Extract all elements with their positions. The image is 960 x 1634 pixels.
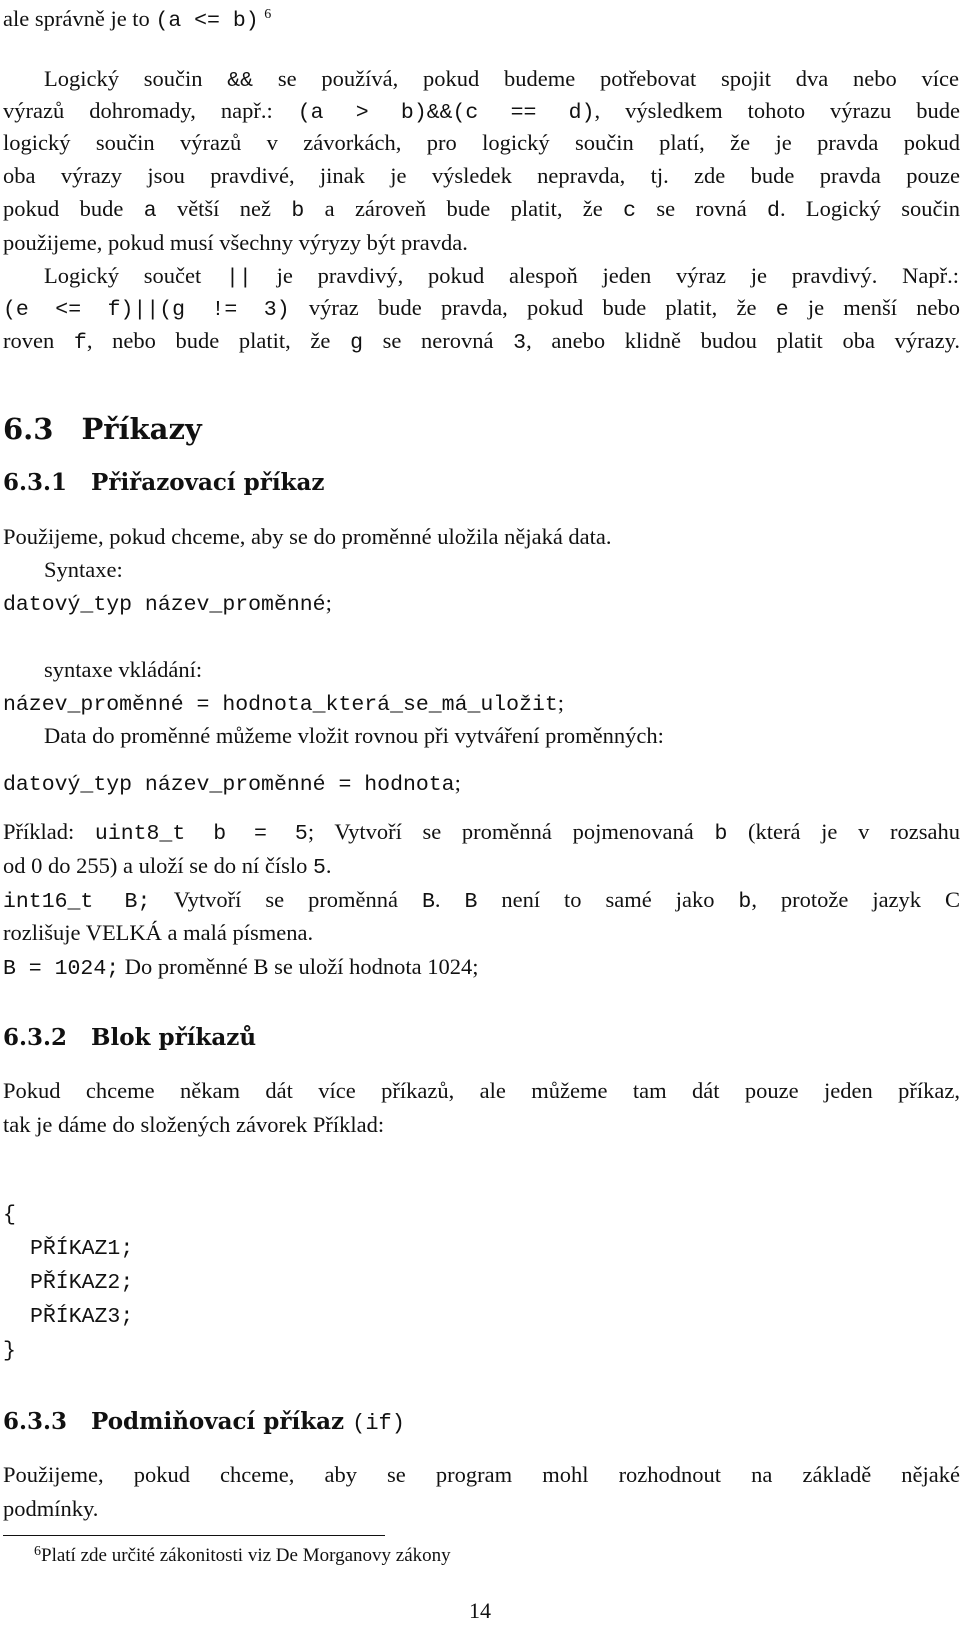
paragraph-line: Příklad: uint8_t b = 5; Vytvoří se proměnná pojmenovaná b (která je v rozsahu bbox=[3, 819, 960, 846]
code-line: název_proměnné = hodnota_která_se_má_uložit; bbox=[3, 690, 565, 717]
paragraph-line: Data do proměnné můžeme vložit rovnou při vytváření proměnných: bbox=[44, 723, 664, 748]
section-title: Příkazy bbox=[81, 412, 202, 446]
paragraph-line: tak je dáme do složených závorek Příklad: bbox=[3, 1112, 385, 1137]
syntax-label: Syntaxe: bbox=[44, 557, 123, 582]
paragraph-line: Logický součin && se používá, pokud budeme potřebovat spojit dva nebo více bbox=[44, 66, 959, 93]
text: ale správně je to bbox=[3, 6, 156, 31]
paragraph-line: Pokud chceme někam dát více příkazů, ale můžeme tam dát pouze jeden příkaz, bbox=[3, 1078, 960, 1103]
code-line: PŘÍKAZ2; bbox=[30, 1271, 134, 1295]
paragraph-line: od 0 do 255) a uloží se do ní číslo 5. bbox=[3, 853, 332, 880]
code-line: { bbox=[3, 1203, 16, 1227]
paragraph-line: Použijeme, pokud chceme, aby se do proměnné uložila nějaká data. bbox=[3, 524, 612, 549]
paragraph-line: rozlišuje VELKÁ a malá písmena. bbox=[3, 920, 314, 945]
code-line: PŘÍKAZ3; bbox=[30, 1305, 134, 1329]
paragraph-line: roven f, nebo bude platit, že g se nerovná 3, anebo klidně budou platit oba výrazy. bbox=[3, 328, 960, 355]
code-line: PŘÍKAZ1; bbox=[30, 1237, 134, 1261]
paragraph-line: pokud bude a větší než b a zároveň bude platit, že c se rovná d. Logický součin bbox=[3, 196, 960, 223]
text-line bbox=[3, 4, 271, 36]
footnote-rule bbox=[3, 1535, 385, 1536]
code-line: datový_typ název_proměnné; bbox=[3, 590, 332, 617]
syntax-label: syntaxe vkládání: bbox=[44, 657, 203, 682]
paragraph-line: B = 1024; Do proměnné B se uloží hodnota 1024; bbox=[3, 954, 479, 981]
footnote: $^6$Platí zde určité zákonitosti viz De Morganovy zákony bbox=[34, 1544, 451, 1566]
subsection-heading: 6.3.2 Blok příkazů bbox=[3, 1024, 257, 1051]
paragraph-line: podmínky. bbox=[3, 1496, 99, 1521]
code-inline: (a <= b) bbox=[155, 9, 259, 33]
paragraph-line: int16_t B; Vytvoří se proměnná B. B není to samé jako b, protože jazyk C bbox=[3, 887, 960, 914]
subsection-heading: 6.3.1 Přiřazovací příkaz bbox=[3, 469, 325, 496]
paragraph-line: použijeme, pokud musí všechny výryzy být pravda. bbox=[3, 230, 468, 255]
paragraph-line: Použijeme, pokud chceme, aby se program mohl rozhodnout na základě nějaké bbox=[3, 1462, 960, 1487]
subsection-heading: 6.3.3 Podmiňovací příkaz (if) bbox=[3, 1408, 405, 1436]
page-number: 14 bbox=[469, 1598, 491, 1623]
footnote-reference[interactable]: 6 bbox=[264, 7, 272, 22]
code-line: } bbox=[3, 1339, 16, 1363]
paragraph-line: oba výrazy jsou pravdivé, jinak je výsledek nepravda, tj. zde bude pravda pouze bbox=[3, 163, 960, 188]
code-line: datový_typ název_proměnné = hodnota; bbox=[3, 770, 461, 797]
section-number: 6.3 bbox=[3, 412, 54, 446]
paragraph-line: Logický součet || je pravdivý, pokud alespoň jeden výraz je pravdivý. Např.: bbox=[44, 263, 959, 290]
paragraph-line: (e <= f)||(g != 3) výraz bude pravda, pokud bude platit, že e je menší nebo bbox=[3, 295, 960, 322]
paragraph-line: logický součin výrazů v závorkách, pro logický součin platí, že je pravda pokud bbox=[3, 130, 960, 155]
section-heading bbox=[3, 412, 202, 446]
paragraph-line: výrazů dohromady, např.: (a > b)&&(c == d), výsledkem tohoto výrazu bude bbox=[3, 98, 960, 125]
